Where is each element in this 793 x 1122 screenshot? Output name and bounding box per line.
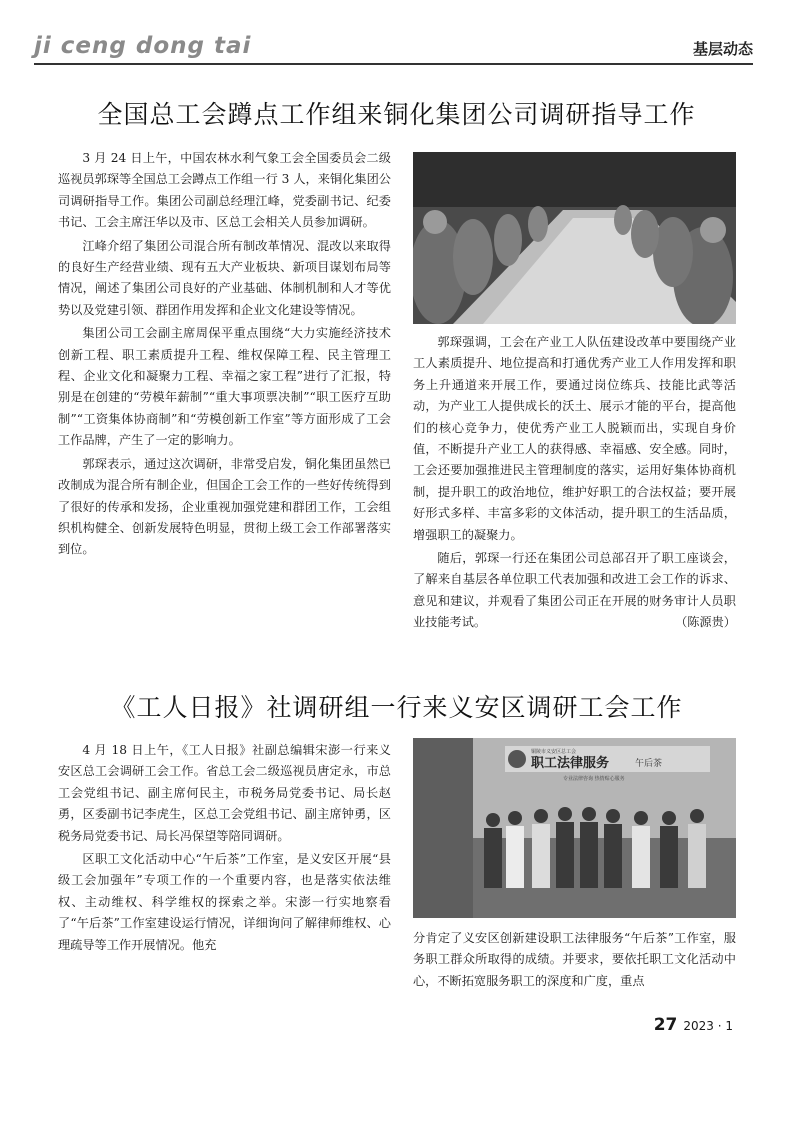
- article1-paragraph-text: 随后，郭琛一行还在集团公司总部召开了职工座谈会，了解来自基层各单位职工代表加强和改进工会工作的诉求、意见和建议，并观看了集团公司正在开展的财务审计人员职业技能考试。: [413, 551, 736, 630]
- article1-paragraph: 集团公司工会副主席周保平重点围绕“大力实施经济技术创新工程、职工素质提升工程、维权保障工程、民主管理工程、企业文化和凝聚力工程、幸福之家工程”进行了汇报，特别是在创建的“劳模年薪制”“重大事项票决制”“职工医疗互助制”“工资集体协商制”和“劳模创新工作室”等方面形成了工会工作品牌，产生了一定的影响力。: [58, 326, 391, 448]
- author-credit: （陈源贵）: [675, 615, 736, 630]
- header-rule: [34, 63, 753, 65]
- article1-paragraph: 江峰介绍了集团公司混合所有制改革情况、混改以来取得的良好生产经营业绩、现有五大产业板块、新项目谋划布局等情况，阐述了集团公司良好的产业基础、体制机制和人才等优势以及党建引领、群团作用发挥和企业文化建设等情况。: [58, 238, 391, 317]
- meeting-photo-image: [413, 152, 736, 324]
- article1-paragraph: 3 月 24 日上午，中国农林水利气象工会全国委员会二级巡视员郭琛等全国总工会蹲点工作组一行 3 人，来铜化集团公司调研指导工作。集团公司副总经理江峰，党委副书记、纪委书记、工会主席汪华以及市、区总工会相关人员参加调研。: [58, 151, 391, 230]
- photo-sign-main: 职工法律服务: [531, 756, 610, 771]
- article1-paragraph: [413, 548, 736, 634]
- article2-paragraph: 区职工文化活动中心“午后茶”工作室，是义安区开展“县级工会加强年”专项工作的一个重要内容，也是落实依法维权、主动维权、科学维权的探索之举。宋澎一行实地察看了“午后茶”工作室建设运行情况，详细询问了解律师维权、心理疏导等工作开展情况。他充: [58, 852, 391, 952]
- header-tag: ji ceng dong tai: [34, 33, 252, 59]
- article1-paragraph: 郭琛强调，工会在产业工人队伍建设改革中要围绕产业工人素质提升、地位提高和打通优秀产业工人作用发挥和职务上升通道来开展工作，要通过岗位练兵、技能比武等活动，为产业工人提供成长的沃土、展示才能的平台，提高他们的核心竞争力，使优秀产业工人脱颖而出，实现自身价值，不断提升产业工人的获得感、幸福感、安全感。同时，工会还要加强推进民主管理制度的落实，运用好集体协商机制，提升职工的政治地位，维护好职工的合法权益；要开展好形式多样、丰富多彩的文体活动，提升职工的生活品质，增强职工的凝聚力。: [413, 335, 736, 542]
- page-footer: [654, 1015, 733, 1035]
- page-number: 27: [653, 1015, 678, 1035]
- section-label: 基层动态: [692, 40, 753, 58]
- article1-paragraph: 郭琛表示，通过这次调研，非常受启发，铜化集团虽然已改制成为混合所有制企业，但国企工会工作的一些好传统得到了很好的传承和发扬，企业重视加强党建和群团工作，工会组织机构健全、创新发展特色明显，贯彻上级工会工作部署落实到位。: [58, 456, 391, 557]
- article2-column-right: [413, 928, 736, 994]
- group-photo: [413, 738, 736, 918]
- meeting-photo: [413, 152, 736, 324]
- article1-title: 全国总工会蹲点工作组来铜化集团公司调研指导工作: [97, 100, 696, 129]
- photo-sign-sub: 专业法律咨询 热情贴心服务: [563, 776, 625, 782]
- article1-column-right: [413, 332, 736, 636]
- article2-paragraph: 分肯定了义安区创新建设职工法律服务“午后茶”工作室，服务职工群众所取得的成绩。并要求，要依托职工文化活动中心，不断拓宽服务职工的深度和广度，重点: [413, 931, 736, 988]
- group-photo-image: [413, 738, 736, 918]
- article2-column-left: [58, 740, 391, 958]
- article1-column-left: [58, 148, 391, 563]
- photo-sign-brand: 午后茶: [635, 759, 663, 769]
- issue-label: 2023 · 1: [683, 1019, 733, 1033]
- photo-sign-small: 铜陵市义安区总工会: [531, 749, 577, 755]
- article2-title: 《工人日报》社调研组一行来义安区调研工会工作: [110, 693, 683, 722]
- article2-paragraph: 4 月 18 日上午，《工人日报》社副总编辑宋澎一行来义安区总工会调研工会工作。省总工会二级巡视员唐定永，市总工会党组书记、副主席何民主，市税务局党委书记、局长赵勇，区委副书记李虎生，区总工会党组书记、副主席钟勇，区税务局党委书记、局长冯保望等陪同调研。: [58, 743, 391, 843]
